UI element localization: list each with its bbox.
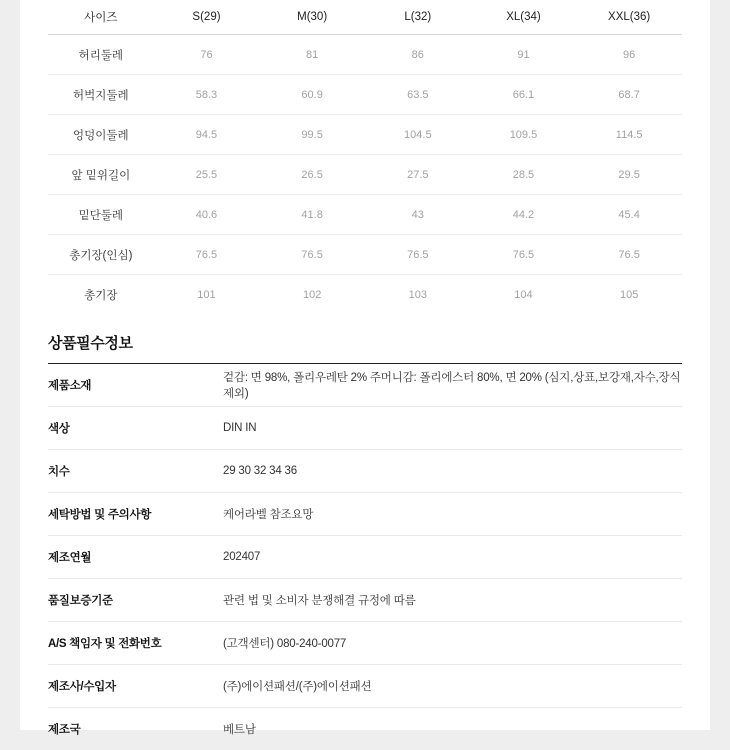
info-value: DIN IN bbox=[223, 407, 682, 450]
table-row bbox=[48, 275, 682, 315]
measure-value: 41.8 bbox=[259, 195, 365, 235]
measure-value: 96 bbox=[576, 35, 682, 75]
measure-label: 허리둘레 bbox=[48, 35, 154, 75]
measure-value: 81 bbox=[259, 35, 365, 75]
info-value: (고객센터) 080-240-0077 bbox=[223, 622, 682, 665]
measure-value: 104 bbox=[471, 275, 577, 315]
measure-value: 94.5 bbox=[154, 115, 260, 155]
measure-value: 76.5 bbox=[365, 235, 471, 275]
size-chart-col-1: S(29) bbox=[154, 0, 260, 35]
table-row bbox=[48, 450, 682, 493]
size-chart-col-3: L(32) bbox=[365, 0, 471, 35]
measure-label: 총기장 bbox=[48, 275, 154, 315]
info-value: 202407 bbox=[223, 536, 682, 579]
measure-value: 76.5 bbox=[576, 235, 682, 275]
measure-label: 엉덩이둘레 bbox=[48, 115, 154, 155]
size-chart-col-0: 사이즈 bbox=[48, 0, 154, 35]
info-label: 품질보증기준 bbox=[48, 579, 223, 622]
measure-value: 66.1 bbox=[471, 75, 577, 115]
table-row bbox=[48, 493, 682, 536]
table-row bbox=[48, 364, 682, 407]
measure-value: 105 bbox=[576, 275, 682, 315]
table-row bbox=[48, 195, 682, 235]
info-label: 제조국 bbox=[48, 708, 223, 750]
size-chart-header bbox=[48, 0, 682, 35]
info-label: A/S 책임자 및 전화번호 bbox=[48, 622, 223, 665]
measure-label: 총기장(인심) bbox=[48, 235, 154, 275]
info-label: 제조연월 bbox=[48, 536, 223, 579]
table-row bbox=[48, 536, 682, 579]
info-value: 케어라벨 참조요망 bbox=[223, 493, 682, 536]
measure-value: 44.2 bbox=[471, 195, 577, 235]
info-label: 제품소재 bbox=[48, 364, 223, 407]
measure-value: 109.5 bbox=[471, 115, 577, 155]
table-row bbox=[48, 708, 682, 750]
table-row bbox=[48, 235, 682, 275]
page-title: 상품필수정보 bbox=[48, 332, 682, 353]
measure-value: 104.5 bbox=[365, 115, 471, 155]
info-value: 29 30 32 34 36 bbox=[223, 450, 682, 493]
measure-value: 43 bbox=[365, 195, 471, 235]
info-value: (주)에이션패션/(주)에이션패션 bbox=[223, 665, 682, 708]
measure-value: 76.5 bbox=[259, 235, 365, 275]
table-row bbox=[48, 622, 682, 665]
table-row bbox=[48, 665, 682, 708]
size-chart-col-2: M(30) bbox=[259, 0, 365, 35]
measure-value: 40.6 bbox=[154, 195, 260, 235]
required-info-table bbox=[48, 363, 682, 750]
measure-value: 27.5 bbox=[365, 155, 471, 195]
measure-value: 101 bbox=[154, 275, 260, 315]
info-value: 베트남 bbox=[223, 708, 682, 750]
size-chart-table bbox=[48, 0, 682, 314]
measure-value: 76.5 bbox=[471, 235, 577, 275]
info-value: 겉감: 면 98%, 폴리우레탄 2% 주머니감: 폴리에스터 80%, 면 20% (심지,상표,보강재,자수,장식제외) bbox=[223, 364, 682, 407]
measure-label: 앞 밑위길이 bbox=[48, 155, 154, 195]
product-detail-page bbox=[20, 0, 710, 730]
measure-value: 91 bbox=[471, 35, 577, 75]
measure-value: 76 bbox=[154, 35, 260, 75]
measure-value: 25.5 bbox=[154, 155, 260, 195]
measure-value: 26.5 bbox=[259, 155, 365, 195]
info-label: 치수 bbox=[48, 450, 223, 493]
measure-value: 103 bbox=[365, 275, 471, 315]
measure-value: 68.7 bbox=[576, 75, 682, 115]
measure-value: 86 bbox=[365, 35, 471, 75]
size-chart-col-4: XL(34) bbox=[471, 0, 577, 35]
measure-value: 63.5 bbox=[365, 75, 471, 115]
measure-value: 45.4 bbox=[576, 195, 682, 235]
measure-label: 밑단둘레 bbox=[48, 195, 154, 235]
table-row bbox=[48, 579, 682, 622]
measure-value: 60.9 bbox=[259, 75, 365, 115]
measure-value: 102 bbox=[259, 275, 365, 315]
table-header-row bbox=[48, 0, 682, 35]
measure-value: 76.5 bbox=[154, 235, 260, 275]
measure-value: 114.5 bbox=[576, 115, 682, 155]
measure-value: 29.5 bbox=[576, 155, 682, 195]
required-info-body bbox=[48, 364, 682, 750]
size-chart-col-5: XXL(36) bbox=[576, 0, 682, 35]
info-label: 색상 bbox=[48, 407, 223, 450]
info-value: 관련 법 및 소비자 분쟁해결 규정에 따름 bbox=[223, 579, 682, 622]
measure-label: 허벅지둘레 bbox=[48, 75, 154, 115]
measure-value: 28.5 bbox=[471, 155, 577, 195]
table-row bbox=[48, 35, 682, 75]
measure-value: 58.3 bbox=[154, 75, 260, 115]
measure-value: 99.5 bbox=[259, 115, 365, 155]
table-row bbox=[48, 75, 682, 115]
table-row bbox=[48, 155, 682, 195]
table-row bbox=[48, 407, 682, 450]
info-label: 제조사/수입자 bbox=[48, 665, 223, 708]
info-label: 세탁방법 및 주의사항 bbox=[48, 493, 223, 536]
size-chart-body bbox=[48, 35, 682, 315]
table-row bbox=[48, 115, 682, 155]
